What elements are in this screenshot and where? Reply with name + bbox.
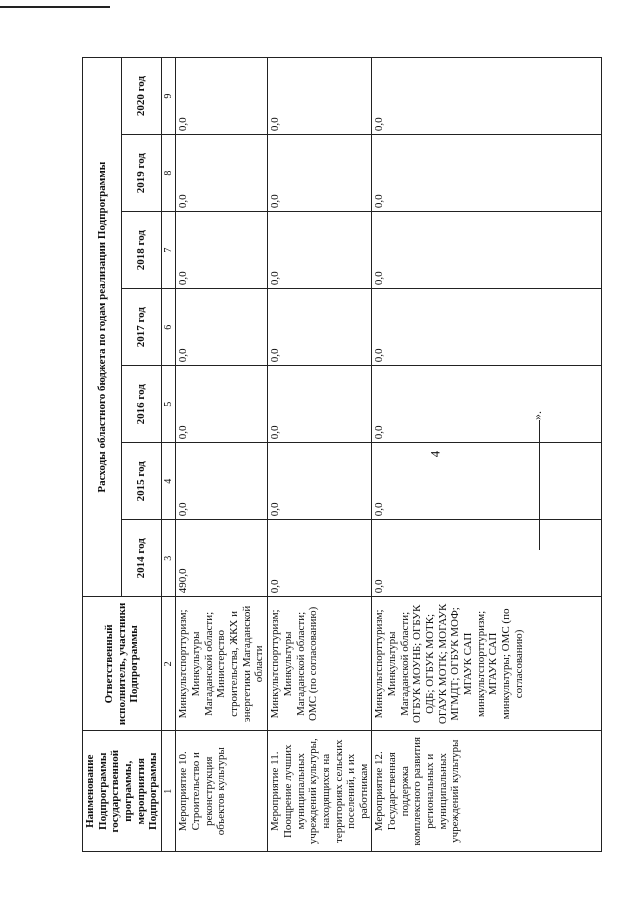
colnum-3: 3 bbox=[161, 520, 176, 597]
year-2016: 2016 год bbox=[122, 366, 161, 443]
value-cell: 0,0 bbox=[268, 520, 372, 597]
value-cell: 0,0 bbox=[268, 135, 372, 212]
table-row bbox=[372, 58, 602, 852]
colnum-7: 7 bbox=[161, 212, 176, 289]
rotated-table-container bbox=[82, 57, 525, 852]
colnum-8: 8 bbox=[161, 135, 176, 212]
year-2019: 2019 год bbox=[122, 135, 161, 212]
value-cell: 0,0 bbox=[268, 212, 372, 289]
colnum-6: 6 bbox=[161, 289, 176, 366]
row-responsible: Минкультспорттуризм; Минкультуры Магаданской области; ОМС (по согласованию) bbox=[268, 597, 372, 731]
colnum-4: 4 bbox=[161, 443, 176, 520]
value-cell: 490,0 bbox=[176, 520, 268, 597]
value-cell: 0,0 bbox=[176, 443, 268, 520]
top-rule bbox=[0, 6, 110, 8]
value-cell: 0,0 bbox=[372, 520, 602, 597]
row-responsible: Минкультспорттуризм; Минкультуры Магаданской области; Министерство строительства, ЖКХ и энергетики Магаданской области bbox=[176, 597, 268, 731]
value-cell: 0,0 bbox=[268, 289, 372, 366]
row-responsible: Минкультспорттуризм; Минкультуры Магаданской области; ОГБУК МОУНБ; ОГБУК ОДБ; ОГБУК МОТК; ОГАУК МОТК; МОГАУК МГМДТ; ОГБУК МОФ; МГАУК САП минкультспорттуризм; МГАУК САП минкультуры; ОМС (по согласованию) bbox=[372, 597, 602, 731]
year-2017: 2017 год bbox=[122, 289, 161, 366]
header-expenses: Расходы областного бюджета по годам реализации Подпрограммы bbox=[83, 58, 122, 597]
table-row bbox=[268, 58, 372, 852]
value-cell: 0,0 bbox=[372, 366, 602, 443]
value-cell: 0,0 bbox=[268, 443, 372, 520]
value-cell: 0,0 bbox=[176, 58, 268, 135]
colnum-5: 5 bbox=[161, 366, 176, 443]
row-name: Мероприятие 11. Поощрение лучших муниципальных учреждений культуры, находящихся на территориях сельских поселений, и их работникам bbox=[268, 731, 372, 852]
value-cell: 0,0 bbox=[176, 135, 268, 212]
expenditure-table bbox=[82, 57, 602, 852]
table-row bbox=[176, 58, 268, 852]
value-cell: 0,0 bbox=[372, 58, 602, 135]
value-cell: 0,0 bbox=[372, 212, 602, 289]
value-cell: 0,0 bbox=[372, 443, 602, 520]
value-cell: 0,0 bbox=[268, 58, 372, 135]
row-name: Мероприятие 10. Строительство и реконструкция объектов культуры bbox=[176, 731, 268, 852]
value-cell: 0,0 bbox=[268, 366, 372, 443]
year-2015: 2015 год bbox=[122, 443, 161, 520]
year-2018: 2018 год bbox=[122, 212, 161, 289]
colnum-1: 1 bbox=[161, 731, 176, 852]
column-numbers-row bbox=[161, 58, 176, 852]
value-cell: 0,0 bbox=[176, 366, 268, 443]
header-name: Наименование Подпрограммы государственной программы, мероприятия Подпрограммы bbox=[83, 731, 162, 852]
value-cell: 0,0 bbox=[372, 289, 602, 366]
value-cell: 0,0 bbox=[176, 212, 268, 289]
colnum-9: 9 bbox=[161, 58, 176, 135]
year-2014: 2014 год bbox=[122, 520, 161, 597]
year-2020: 2020 год bbox=[122, 58, 161, 135]
header-responsible: Ответственный исполнитель, участники Подпрограммы bbox=[83, 597, 162, 731]
row-name: Мероприятие 12. Государственная поддержка комплексного развития региональных и муниципальных учреждений культуры bbox=[372, 731, 602, 852]
colnum-2: 2 bbox=[161, 597, 176, 731]
page-number: 4 bbox=[427, 450, 443, 458]
value-cell: 0,0 bbox=[176, 289, 268, 366]
closing-quote: ». bbox=[530, 411, 544, 420]
value-cell: 0,0 bbox=[372, 135, 602, 212]
